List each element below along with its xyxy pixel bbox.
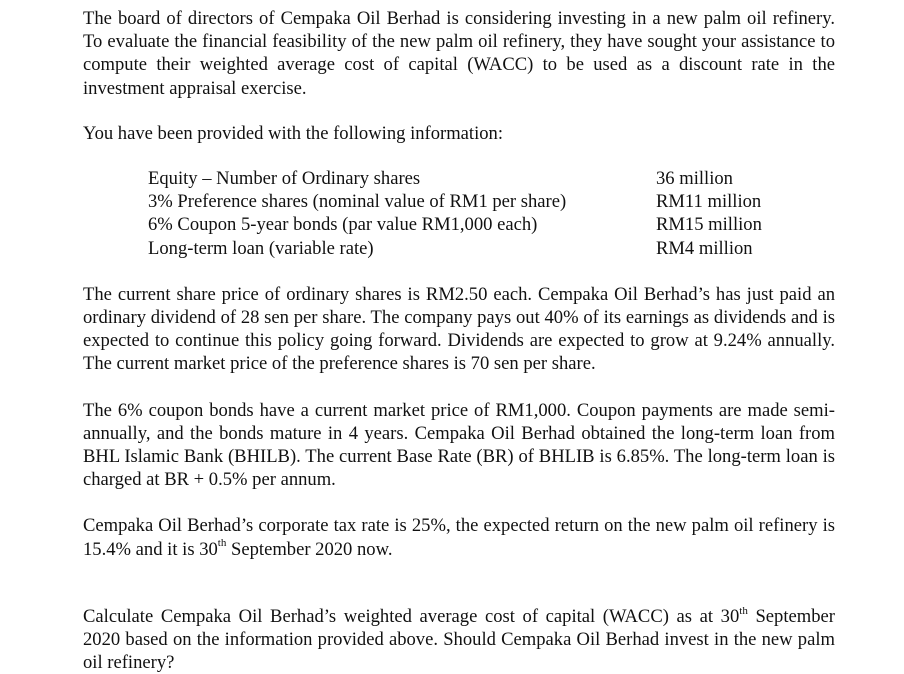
info-row-bonds: [148, 213, 835, 236]
question-text-end: September 2020 based on the information provided above. Should Cempaka Oil Berhad invest in the new palm oil refinery?: [83, 605, 835, 674]
capital-structure-list: [148, 167, 835, 260]
info-row-equity: [148, 167, 835, 190]
info-label: 6% Coupon 5-year bonds (par value RM1,000 each): [148, 214, 538, 236]
question-paragraph: [83, 605, 835, 674]
date-ordinal-suffix: th: [217, 537, 227, 550]
info-value: RM15 million: [656, 214, 762, 236]
info-label: Long-term loan (variable rate): [148, 237, 374, 259]
info-value: 36 million: [656, 168, 733, 190]
share-price-paragraph: The current share price of ordinary shares is RM2.50 each. Cempaka Oil Berhad’s has just paid an ordinary dividend of 28 sen per share. The company pays out 40% of its earnings as dividends and is expected to continue this policy going forward. Dividends are expected to grow at 9.24% annually. The current market price of the preference shares is 70 sen per share.: [83, 283, 835, 375]
info-value: RM11 million: [656, 191, 762, 213]
information-heading: You have been provided with the following information:: [83, 122, 504, 144]
question-text-start: Calculate Cempaka Oil Berhad’s weighted average cost of capital (WACC) as at 30: [83, 605, 740, 627]
bonds-loan-paragraph: The 6% coupon bonds have a current market price of RM1,000. Coupon payments are made semi-annually, and the bonds mature in 4 years. Cempaka Oil Berhad obtained the long-term loan from BHL Islamic Bank (BHILB). The current Base Rate (BR) of BHLIB is 6.85%. The long-term loan is charged at BR + 0.5% per annum.: [83, 399, 835, 491]
info-row-preference-shares: [148, 190, 835, 213]
info-label: 3% Preference shares (nominal value of RM1 per share): [148, 191, 567, 213]
date-ordinal-suffix: th: [739, 604, 748, 617]
info-value: RM4 million: [656, 237, 753, 259]
tax-rate-paragraph: [83, 514, 835, 560]
document-page: [83, 7, 835, 674]
info-label: Equity – Number of Ordinary shares: [148, 168, 421, 190]
info-row-loan: [148, 237, 835, 260]
intro-paragraph: The board of directors of Cempaka Oil Berhad is considering investing in a new palm oil refinery. To evaluate the financial feasibility of the new palm oil refinery, they have sought your assistance to compute their weighted average cost of capital (WACC) to be used as a discount rate in the investment appraisal exercise.: [83, 8, 835, 99]
tax-text-end: September 2020 now.: [226, 538, 393, 560]
tax-text-start: Cempaka Oil Berhad’s corporate tax rate is 25%, the expected return on the new palm oil refinery is 15.4% and it is 30: [83, 515, 835, 560]
